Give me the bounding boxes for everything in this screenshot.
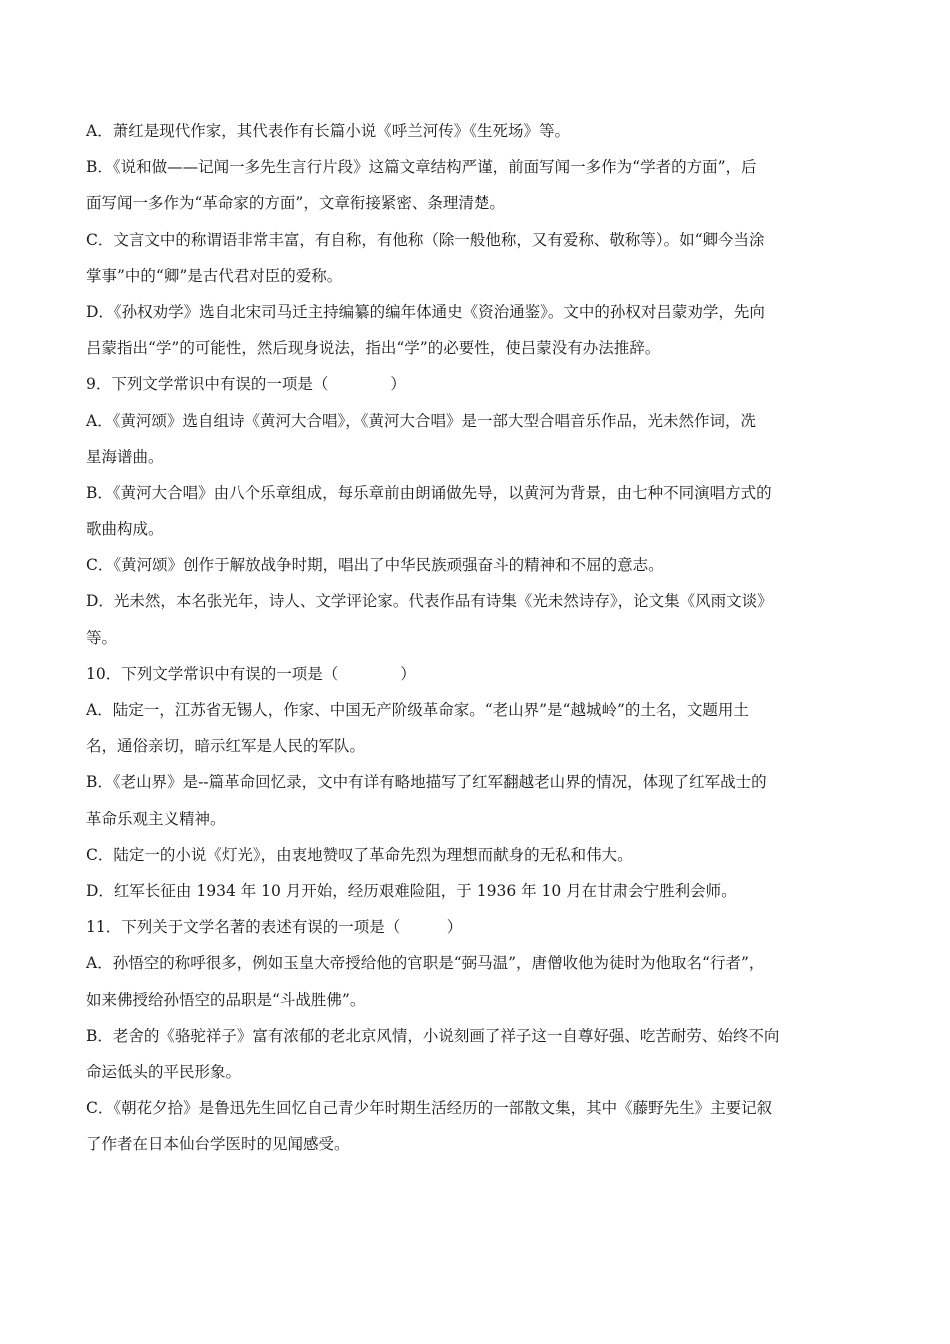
q9-option-a-line-1: A．《黄河颂》选自组诗《黄河大合唱》，《黄河大合唱》是一部大型合唱音乐作品，光未然作词，冼 bbox=[86, 411, 756, 430]
q9-option-b-line-2: 歌曲构成。 bbox=[86, 520, 164, 539]
q9-option-c-line-1: C．《黄河颂》创作于解放战争时期，唱出了中华民族顽强奋斗的精神和不屈的意志。 bbox=[86, 556, 664, 575]
q9-option-d-line-1: D．光未然，本名张光年，诗人、文学评论家。代表作品有诗集《光未然诗存》，论文集《风雨文谈》 bbox=[86, 592, 773, 611]
question-10-stem: 10．下列文学常识中有误的一项是（ ） bbox=[86, 664, 416, 683]
q10-option-b-line-1: B．《老山界》是--篇革命回忆录，文中有详有略地描写了红军翻越老山界的情况，体现了红军战士的 bbox=[86, 773, 767, 792]
option-d-line-1: D．《孙权劝学》选自北宋司马迁主持编纂的编年体通史《资治通鉴》。文中的孙权对吕蒙劝学，先向 bbox=[86, 302, 765, 321]
q11-option-c-line-2: 了作者在日本仙台学医时的见闻感受。 bbox=[86, 1135, 350, 1154]
option-c-line-2: 掌事”中的“卿”是古代君对臣的爱称。 bbox=[86, 266, 343, 285]
option-b-line-1: B．《说和做——记闻一多先生言行片段》这篇文章结构严谨，前面写闻一多作为“学者的方面”，后 bbox=[86, 158, 757, 177]
q11-option-b-line-2: 命运低头的平民形象。 bbox=[86, 1062, 242, 1081]
q11-option-b-line-1: B．老舍的《骆驼祥子》富有浓郁的老北京风情，小说刻画了祥子这一自尊好强、吃苦耐劳、始终不向 bbox=[86, 1026, 780, 1045]
q9-option-a-line-2: 星海谱曲。 bbox=[86, 447, 164, 466]
q10-option-d-line-1: D．红军长征由 1934 年 10 月开始，经历艰难险阻，于 1936 年 10 月在甘肃会宁胜利会师。 bbox=[86, 881, 737, 900]
q9-option-d-line-2: 等。 bbox=[86, 628, 118, 647]
document-body bbox=[86, 113, 866, 1162]
q10-option-a-line-2: 名，通俗亲切，暗示红军是人民的军队。 bbox=[86, 737, 366, 756]
q11-option-a-line-2: 如来佛授给孙悟空的品职是“斗战胜佛”。 bbox=[86, 990, 366, 1009]
q9-option-b-line-1: B．《黄河大合唱》由八个乐章组成，每乐章前由朗诵做先导，以黄河为背景，由七种不同演唱方式的 bbox=[86, 483, 772, 502]
q10-option-b-line-2: 革命乐观主义精神。 bbox=[86, 809, 226, 828]
option-a-line-1: A．萧红是现代作家，其代表作有长篇小说《呼兰河传》《生死场》等。 bbox=[86, 122, 570, 140]
q10-option-c-line-1: C．陆定一的小说《灯光》，由衷地赞叹了革命先烈为理想而献身的无私和伟大。 bbox=[86, 845, 633, 864]
option-c-line-1: C．文言文中的称谓语非常丰富，有自称，有他称（除一般他称，又有爱称、敬称等）。如“卿今当涂 bbox=[86, 230, 765, 249]
option-d-line-2: 吕蒙指出“学”的可能性，然后现身说法，指出“学”的必要性，使吕蒙没有办法推辞。 bbox=[86, 339, 661, 358]
q11-option-a-line-1: A．孙悟空的称呼很多，例如玉皇大帝授给他的官职是“弼马温”，唐僧收他为徒时为他取名“行者”， bbox=[86, 954, 765, 973]
q11-option-c-line-1: C．《朝花夕拾》是鲁迅先生回忆自己青少年时期生活经历的一部散文集，其中《藤野先生》主要记叙 bbox=[86, 1099, 773, 1118]
option-b-line-2: 面写闻一多作为“革命家的方面”，文章衔接紧密、条理清楚。 bbox=[86, 194, 505, 213]
q10-option-a-line-1: A．陆定一，江苏省无锡人，作家、中国无产阶级革命家。“老山界”是“越城岭”的土名，文题用土 bbox=[86, 701, 749, 719]
question-11-stem: 11．下列关于文学名著的表述有误的一项是（ ） bbox=[86, 918, 463, 937]
question-9-stem: 9．下列文学常识中有误的一项是（ ） bbox=[86, 375, 406, 394]
